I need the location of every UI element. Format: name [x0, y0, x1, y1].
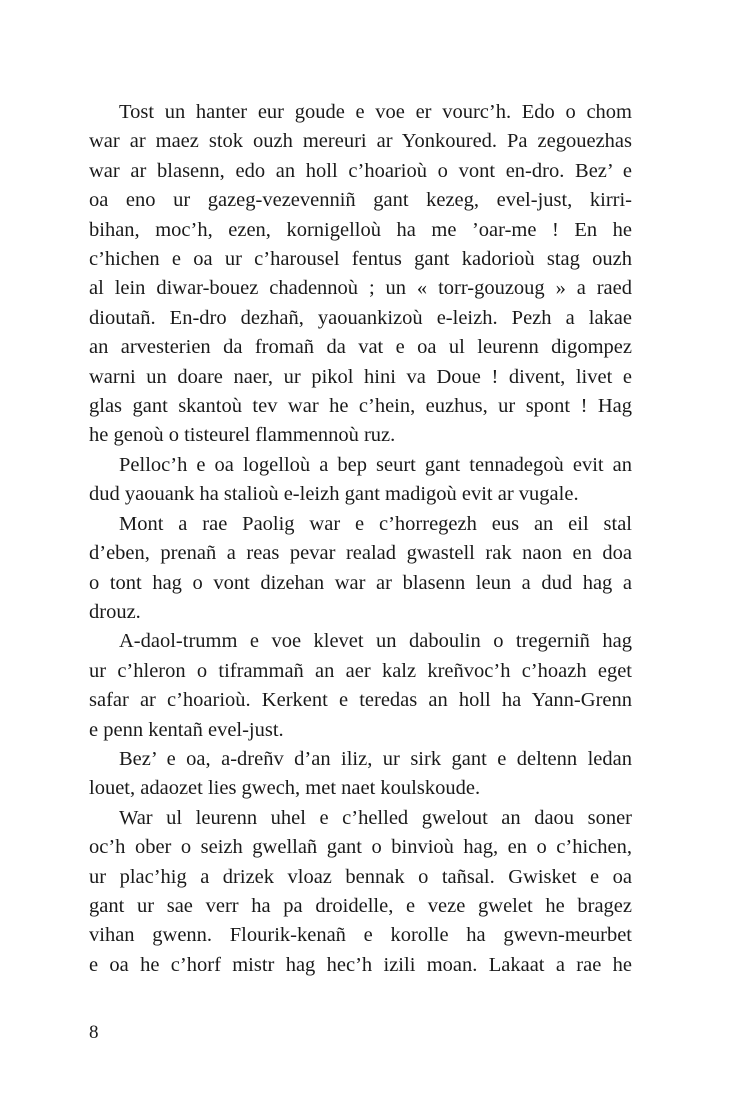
text-line: Tost un hanter eur goude e voe er vourc’h. Edo o chom: [119, 101, 632, 123]
text-line: A-daol-trumm e voe klevet un daboulin o tregerniñ hag: [119, 630, 632, 653]
text-line: ur plac’hig a drizek vloaz bennak o tañsal. Gwisket e oa: [89, 865, 632, 888]
text-line: bihan, moc’h, ezen, kornigelloù ha me ’oar-me ! En he: [89, 218, 632, 241]
text-line: an arvesterien da fromañ da vat e oa ul leurenn digompez: [89, 336, 632, 359]
text-line: e penn kentañ evel-just.: [89, 718, 284, 741]
paragraph: [89, 745, 632, 804]
paragraph: [89, 510, 632, 628]
text-line: Mont a rae Paolig war e c’horregezh eus an eil stal: [119, 512, 632, 535]
text-line: e oa he c’horf mistr hag hec’h izili moan. Lakaat a rae he: [89, 953, 632, 976]
text-line: louet, adaozet lies gwech, met naet koulskoude.: [89, 777, 481, 800]
paragraph: [89, 451, 632, 510]
body-text: [89, 98, 632, 980]
text-line: glas gant skantoù tev war he c’hein, euzhus, ur spont ! Hag: [89, 395, 632, 418]
page-number: 8: [89, 1022, 99, 1043]
text-line: he genoù o tisteurel flammennoù ruz.: [89, 424, 396, 447]
text-line: d’eben, prenañ a reas pevar realad gwastell rak naon en doa: [89, 542, 632, 565]
text-line: gant ur sae verr ha pa droidelle, e veze gwelet he bragez: [89, 894, 632, 917]
text-line: dud yaouank ha stalioù e-leizh gant madigoù evit ar vugale.: [89, 483, 579, 506]
text-line: warni un doare naer, ur pikol hini va Doue ! divent, livet e: [89, 365, 632, 388]
paragraph: [89, 804, 632, 980]
paragraph: [89, 98, 632, 451]
text-line: oc’h ober o seizh gwellañ gant o binvioù hag, en o c’hichen,: [89, 836, 632, 859]
paragraph: [89, 627, 632, 745]
text-line: ur c’hleron o tiframmañ an aer kalz kreñvoc’h c’hoazh eget: [89, 659, 632, 682]
text-line: o tont hag o vont dizehan war ar blasenn leun a dud hag a: [89, 571, 632, 594]
text-line: dioutañ. En-dro dezhañ, yaouankizoù e-leizh. Pezh a lakae: [89, 306, 632, 329]
text-line: drouz.: [89, 600, 141, 623]
text-line: c’hichen e oa ur c’harousel fentus gant kadorioù stag ouzh: [89, 248, 632, 271]
text-line: al lein diwar-bouez chadennoù ; un « torr-gouzoug » a raed: [89, 277, 632, 300]
text-line: war ar maez stok ouzh mereuri ar Yonkoured. Pa zegouezhas: [89, 130, 632, 153]
text-line: War ul leurenn uhel e c’helled gwelout an daou soner: [119, 806, 632, 829]
text-line: Bez’ e oa, a-dreñv d’an iliz, ur sirk gant e deltenn ledan: [119, 747, 632, 770]
text-line: vihan gwenn. Flourik-kenañ e korolle ha gwevn-meurbet: [89, 924, 632, 947]
text-line: war ar blasenn, edo an holl c’hoarioù o vont en-dro. Bez’ e: [89, 159, 632, 182]
text-line: Pelloc’h e oa logelloù a bep seurt gant tennadegoù evit an: [119, 453, 632, 476]
text-line: safar ar c’hoarioù. Kerkent e teredas an holl ha Yann-Grenn: [89, 689, 632, 712]
text-line: oa eno ur gazeg-vezevenniñ gant kezeg, evel-just, kirri-: [89, 189, 632, 212]
